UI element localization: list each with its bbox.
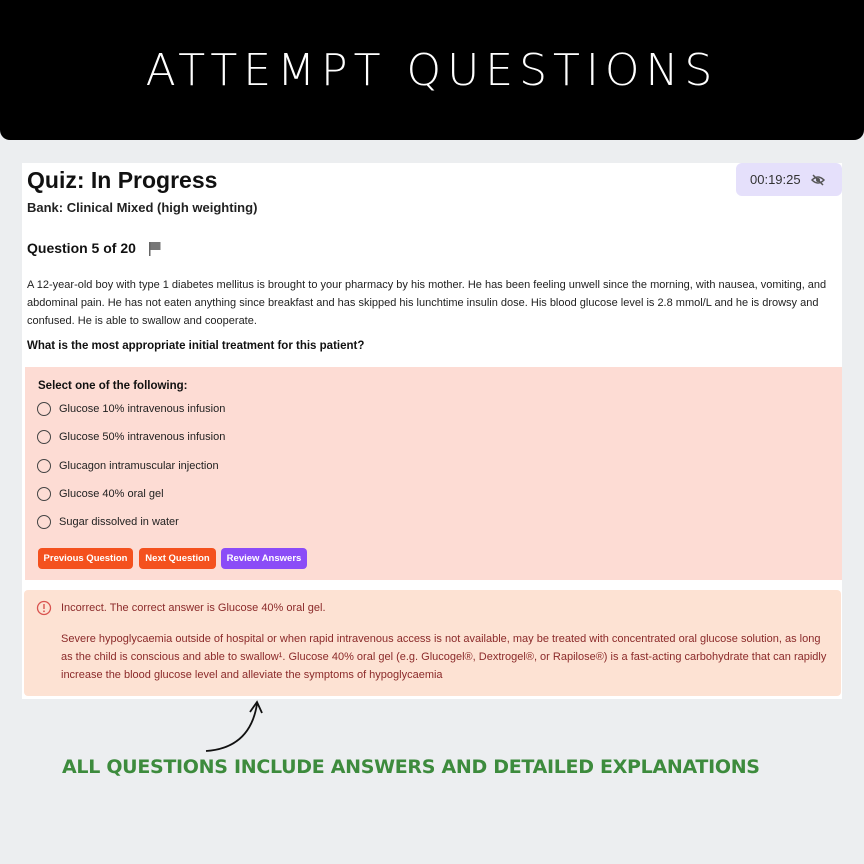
radio-button[interactable] [37,402,51,416]
previous-question-button[interactable]: Previous Question [38,548,133,569]
radio-button[interactable] [37,515,51,529]
alert-circle-icon [36,600,52,616]
question-stem: A 12-year-old boy with type 1 diabetes mellitus is brought to your pharmacy by his mother. He has been feeling unwell since the morning, with nausea, vomiting, and abdominal pain. He has not eaten anything since breakfast and has skipped his lunchtime insulin dose. His blood glucose level is 2.8 mmol/L and he is drowsy and confused. He is able to swallow and cooperate. [27,279,827,327]
timer-value: 00:19:25 [750,172,801,187]
radio-button[interactable] [37,430,51,444]
eye-off-icon[interactable] [811,173,825,187]
option[interactable] [37,487,164,501]
page-title: Quiz: In Progress [27,167,218,193]
quiz-card [22,163,842,699]
caption: ALL QUESTIONS INCLUDE ANSWERS AND DETAILED EXPLANATIONS [62,756,760,778]
feedback-result: Incorrect. The correct answer is Glucose 40% oral gel. [61,602,326,614]
radio-button[interactable] [37,459,51,473]
option-label: Glucose 40% oral gel [59,488,164,500]
radio-button[interactable] [37,487,51,501]
option-label: Sugar dissolved in water [59,516,179,528]
option[interactable] [37,515,179,529]
review-answers-button[interactable]: Review Answers [221,548,307,569]
feedback-panel [24,590,841,696]
option[interactable] [37,430,225,444]
option[interactable] [37,402,225,416]
options-panel [25,367,842,580]
question-number: Question 5 of 20 [27,240,136,256]
question-prompt: What is the most appropriate initial treatment for this patient? [27,340,365,352]
option-label: Glucose 10% intravenous infusion [59,403,226,415]
feedback-explanation: Severe hypoglycaemia outside of hospital or when rapid intravenous access is not available, may be treated with concentrated oral glucose solution, as long as the child is conscious and able to swallow¹. Glucose 40% oral gel (e.g. Glucogel®, Dextrogel®, or Rapilose®) is a fast-acting carbohydrate that can rapidly increase the blood glucose level and alleviate the symptoms of hypoglycaemia [61,633,827,681]
banner-title: ATTEMPT QUESTIONS [0,0,864,140]
flag-icon[interactable] [148,241,162,256]
next-question-button[interactable]: Next Question [139,548,216,569]
curved-arrow-icon [200,698,270,758]
bank-label: Bank: Clinical Mixed (high weighting) [27,200,258,215]
timer [736,163,842,196]
option[interactable] [37,459,219,473]
option-label: Glucagon intramuscular injection [59,460,219,472]
option-label: Glucose 50% intravenous infusion [59,431,226,443]
select-label: Select one of the following: [38,380,188,392]
